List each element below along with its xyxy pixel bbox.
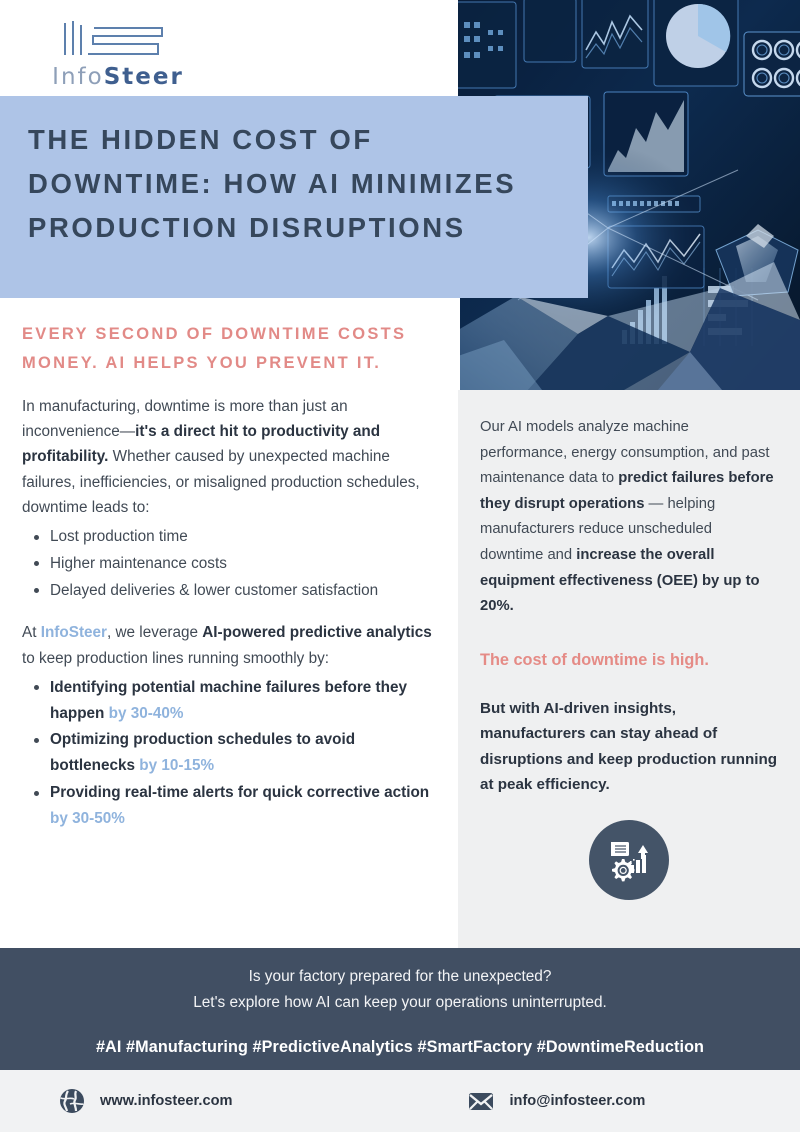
list-item [50, 727, 438, 779]
status-badge [589, 820, 669, 900]
ai-bold-predict: predict failures before they disrupt operations [480, 470, 774, 512]
approach-paragraph [22, 620, 438, 670]
list-item: Lost production time [50, 524, 438, 550]
cta-question: Is your factory prepared for the unexpected? [248, 968, 552, 985]
impact-bullet-list [22, 524, 438, 603]
intro-bold: it's a direct hit to productivity and profitability. [22, 423, 381, 466]
footer-website[interactable] [58, 1087, 232, 1115]
capability-text: Identifying potential machine failures before they happen [50, 678, 407, 722]
capability-text: Providing real-time alerts for quick corrective action [50, 784, 430, 801]
right-content-column [458, 390, 800, 948]
envelope-icon [467, 1087, 495, 1115]
title-band [0, 96, 588, 298]
logo-word-steer: Steer [103, 64, 184, 90]
hashtag-list: #AI #Manufacturing #PredictiveAnalytics #SmartFactory #DowntimeReduction [95, 1038, 705, 1056]
ai-capability-paragraph [480, 415, 778, 620]
approach-part-a: At [22, 624, 41, 642]
kicker-headline: EVERY SECOND OF DOWNTIME COSTS MONEY. AI HELPS YOU PREVENT IT. [22, 325, 407, 372]
intro-part-c: Whether caused by unexpected machine failures, inefficiencies, or misaligned production schedules, downtime leads to: [22, 448, 420, 516]
gear-chart-document-icon [606, 837, 652, 883]
capability-metric: by 30-40% [104, 704, 184, 722]
list-item [50, 780, 438, 832]
closing-statement: But with AI-driven insights, manufacturers can stay ahead of disruptions and keep production running at peak efficiency. [480, 699, 777, 794]
footer-email[interactable] [467, 1087, 645, 1115]
list-item [50, 675, 438, 727]
capability-bullet-list [22, 675, 438, 832]
brand-logo [18, 18, 218, 94]
ai-part-a: Our AI models analyze machine performance, energy consumption, and past maintenance data to [480, 419, 770, 487]
ai-part-b: — helping manufacturers reduce unscheduled downtime and [480, 495, 716, 563]
intro-part-a: In manufacturing, downtime is more than just an inconvenience— [22, 398, 348, 441]
website-url: www.infosteer.com [100, 1093, 233, 1109]
cta-invitation: Let's explore how AI can keep your operations uninterrupted. [193, 994, 607, 1011]
capability-metric: by 10-15% [135, 757, 215, 775]
approach-part-b: , we leverage [107, 624, 203, 642]
approach-bold: AI-powered predictive analytics [202, 624, 432, 642]
list-item: Higher maintenance costs [50, 551, 438, 577]
globe-icon [58, 1087, 86, 1115]
intro-paragraph [22, 394, 438, 520]
left-content-column [0, 298, 460, 948]
brand-inline-link[interactable]: InfoSteer [40, 624, 107, 642]
logo-word-info: Info [52, 64, 104, 90]
cta-band [0, 948, 800, 1070]
logo-wordmark [18, 64, 218, 90]
abstract-bars-s-mark-icon [62, 20, 172, 62]
page-title: THE HIDDEN COST OF DOWNTIME: HOW AI MINIMIZES PRODUCTION DISRUPTIONS [28, 124, 517, 243]
ai-bold-oee: increase the overall equipment effectiveness (OEE) by up to 20%. [480, 546, 760, 615]
capability-text: Optimizing production schedules to avoid bottlenecks [50, 731, 356, 775]
approach-part-c: to keep production lines running smoothly by: [22, 649, 329, 667]
list-item: Delayed deliveries & lower customer satisfaction [50, 578, 438, 604]
badge-container [480, 820, 778, 900]
cost-statement: The cost of downtime is high. [480, 650, 709, 669]
footer-bar [0, 1070, 800, 1132]
capability-metric: by 30-50% [50, 809, 125, 827]
email-address: info@infosteer.com [509, 1093, 646, 1109]
